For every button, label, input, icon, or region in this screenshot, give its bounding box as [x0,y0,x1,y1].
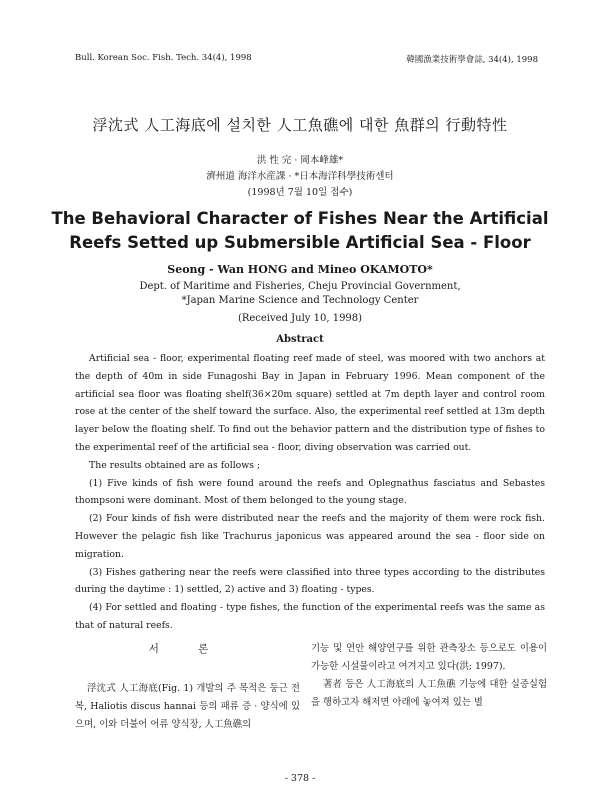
page-number: - 378 - [284,773,316,784]
abstract-paragraph: The results obtained are as follows ; [89,459,261,471]
abstract-result: (2) Four kinds of fish were distributed near the reefs and the majority of them were rock fish. However the pelagic fish like Trachurus japonicus was appeared around the sea - floor side on migration. [75,513,545,560]
journal-header-english: Bull. Korean Soc. Fish. Tech. 34(4), 1998 [75,53,252,63]
english-authors: Seong - Wan HONG and Mineo OKAMOTO* [167,263,433,276]
english-affiliation-1: Dept. of Maritime and Fisheries, Cheju Provincial Government, [139,281,461,292]
english-title [0,207,600,255]
english-received-date: (Received July 10, 1998) [237,313,363,324]
korean-received-date: (1998년 7월 10일 접수) [247,187,353,198]
introduction-heading: 서 론 [148,643,227,655]
intro-paragraph: 기능 및 연안 해양연구를 위한 관측장소 등으로도 이용이 가능한 시설물이라고 여겨지고 있다(洪; 1997). [311,643,547,672]
english-affiliation-2: *Japan Marine Science and Technology Center [181,295,419,306]
korean-title: 浮沈式 人工海底에 설치한 人工魚礁에 대한 魚群의 行動特性 [92,116,508,134]
journal-header-korean: 韓國漁業技術學會誌, 34(4), 1998 [406,55,538,65]
abstract-result: (4) For settled and floating - type fishes, the function of the experimental reefs was the same as that of natural reefs. [75,602,545,631]
abstract-result: (1) Five kinds of fish were found around the reefs and Oplegnathus fasciatus and Sebastes thompsoni were dominant. Most of them belonged to the young stage. [75,477,545,507]
korean-affiliation: 濟州道 海洋水産課 · *日本海洋科學技術센터 [206,171,394,182]
abstract-result: (3) Fishes gathering near the reefs were classified into three types according to the distributes during the daytime : 1) settled, 2) active and 3) floating - types. [75,566,545,596]
abstract-heading: Abstract [276,334,324,345]
abstract-body [75,350,545,635]
korean-authors: 洪 性 完 · 岡本峰雄* [256,155,344,166]
intro-right-column [311,640,547,712]
intro-left-column [75,640,300,734]
intro-paragraph: 浮沈式 人工海底(Fig. 1) 개발의 주 목적은 둥근 전복, Haliotis discus hannai 등의 패류 증 · 양식에 있으며, 이와 더불어 어류 양식장, 人工魚礁의 [75,683,300,730]
intro-paragraph: 著者 등은 人工海底의 人工魚礁 기능에 대한 실증실험을 행하고자 해저면 아래에 놓여져 있는 별 [311,679,547,708]
english-title-line-1: The Behavioral Character of Fishes Near the Artificial [51,209,549,228]
abstract-paragraph: Artificial sea - floor, experimental floating reef made of steel, was moored with two anchors at the depth of 40m in side Funagoshi Bay in Japan in February 1996. Mean component of the artificial sea floor was floating shelf(36×20m square) settled at 7m depth layer and control room rose at the center of the shelf toward the surface. Also, the experimental reef settled at 13m depth layer below the floating shelf. To find out the behavior pattern and the distribution type of fishes to the experimental reef of the artificial sea - floor, diving observation was carried out. [75,353,545,453]
english-title-line-2: Reefs Setted up Submersible Artificial Sea - Floor [69,233,531,252]
